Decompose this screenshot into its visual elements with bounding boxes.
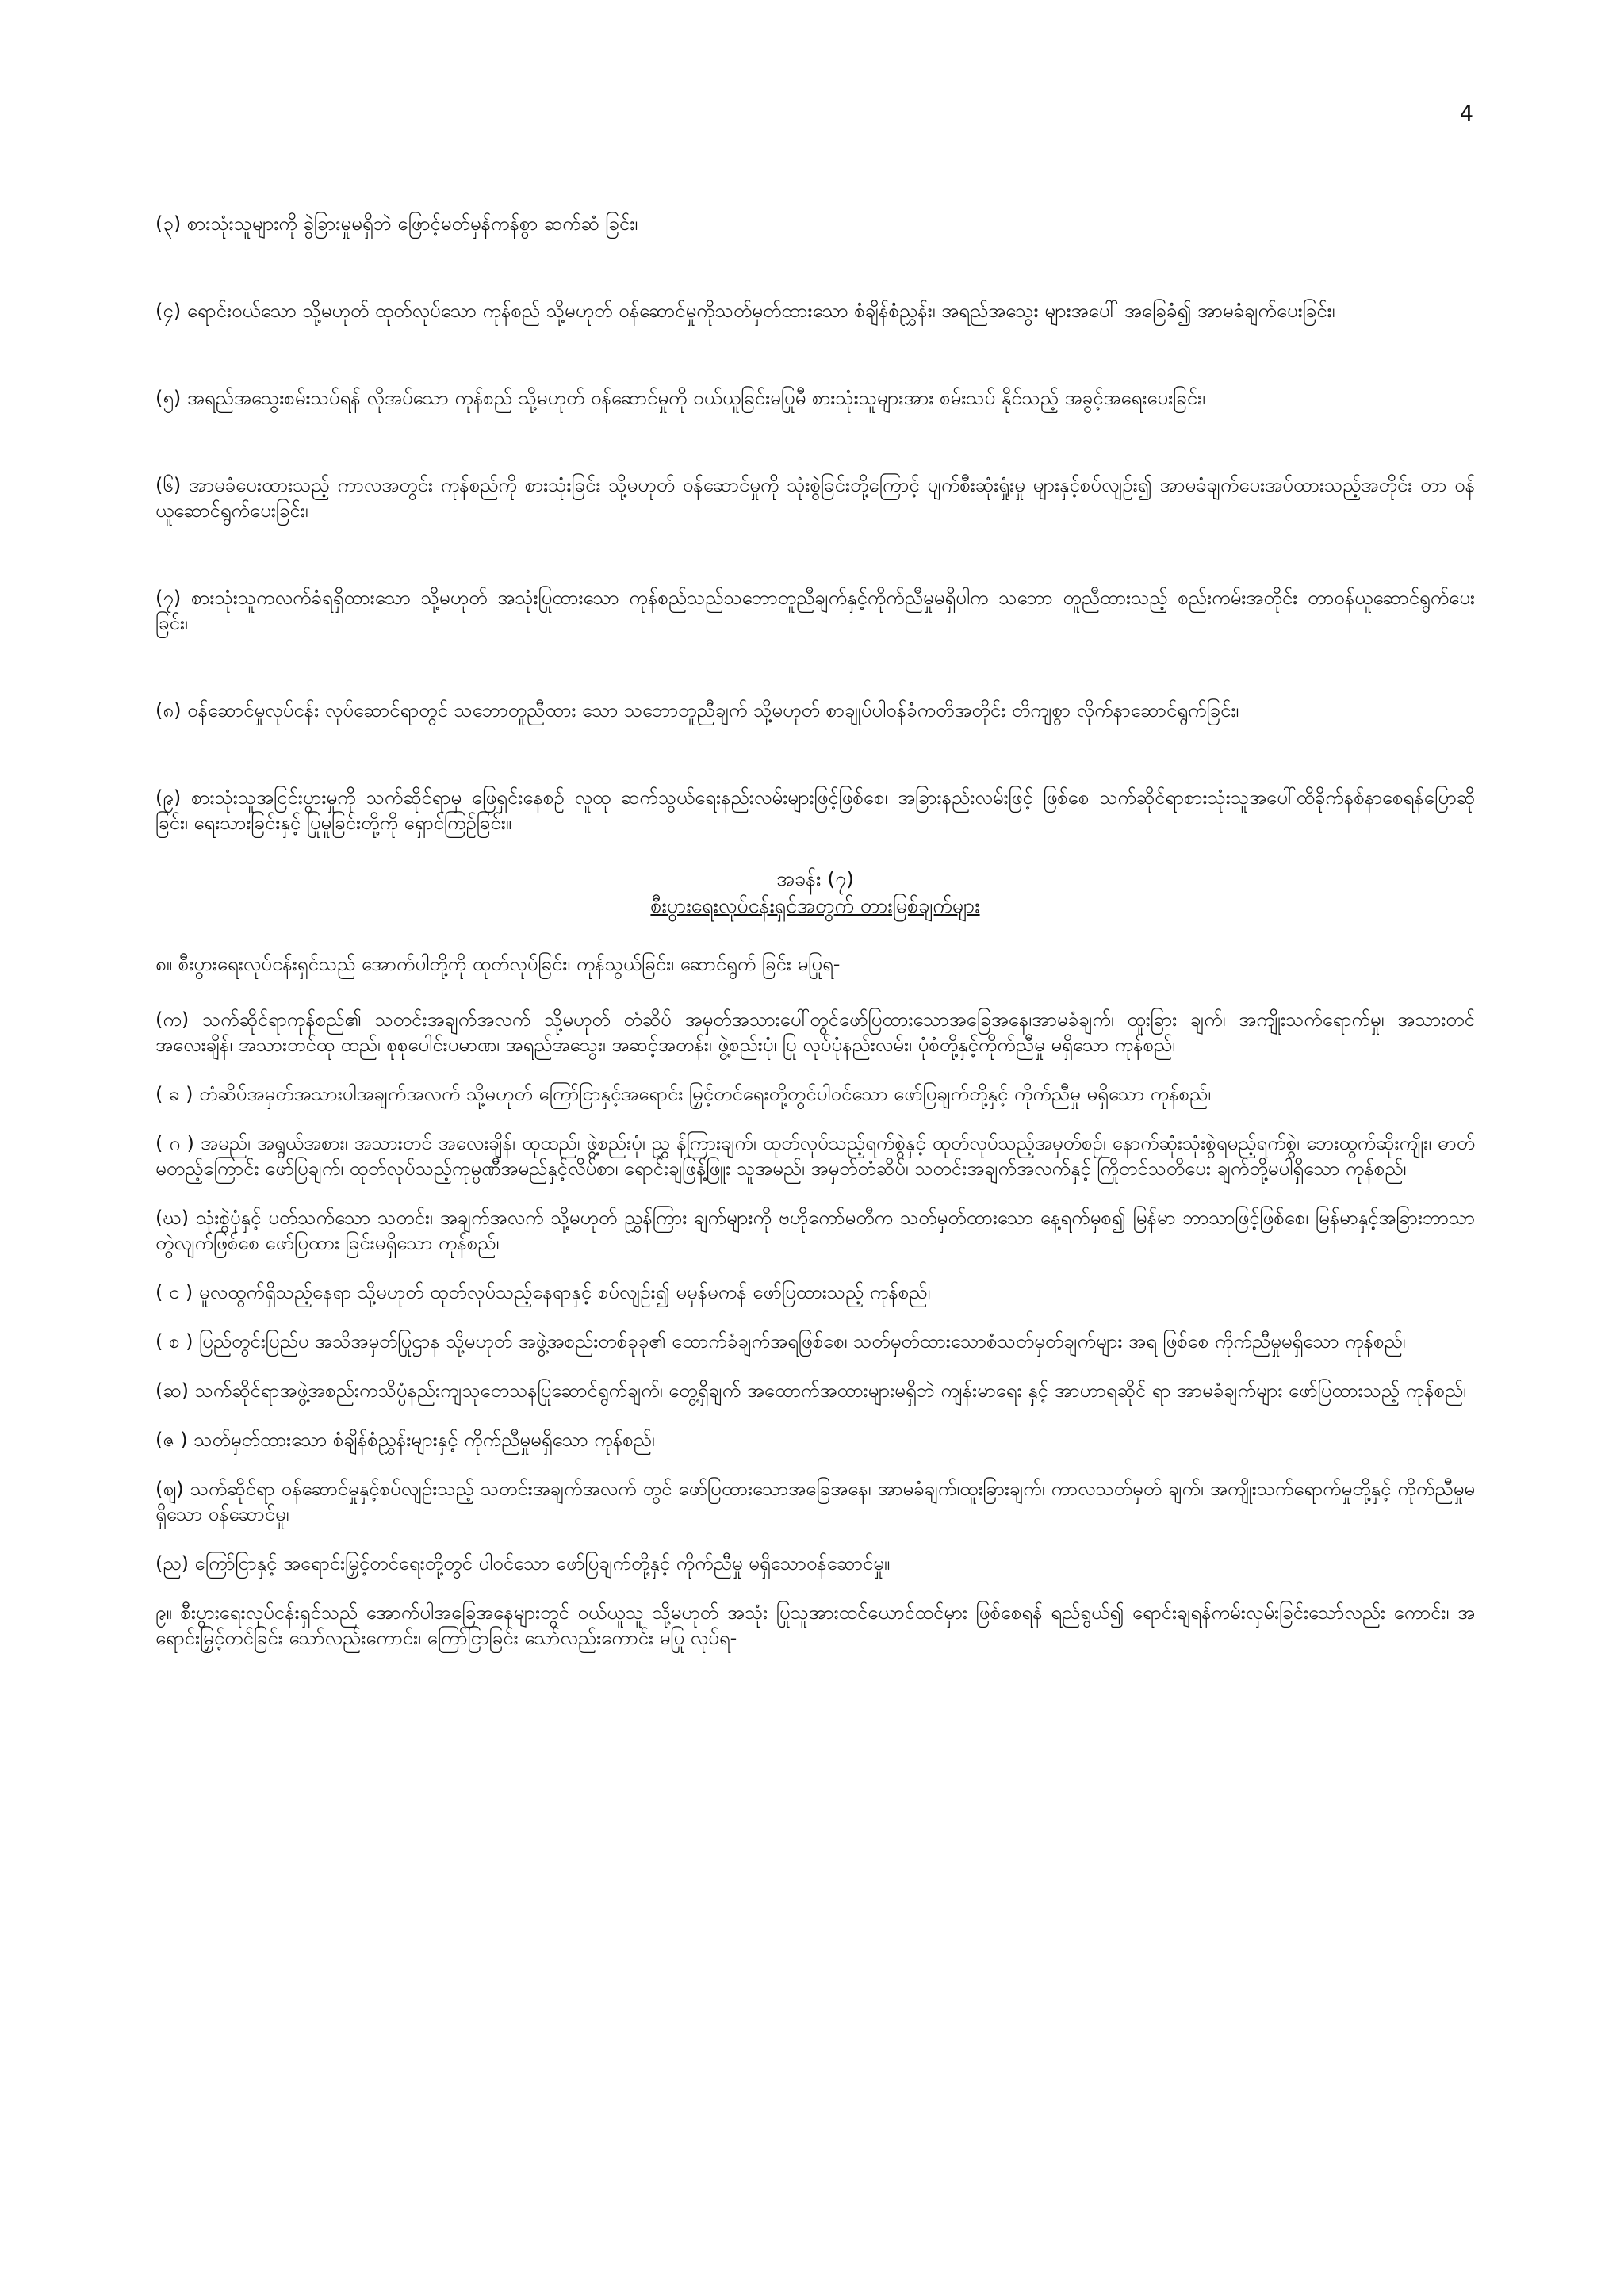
page-number: 4 [1459,101,1473,126]
sub-clause-sa: ( စ ) ပြည်တွင်းပြည်ပ အသိအမှတ်ပြုဌာန သို့မဟုတ် အဖွဲ့အစည်းတစ်ခုခု၏ ထောက်ခံချက်အရဖြစ်စေ၊ သတ်မှတ်ထားသောစံသတ်မှတ်ချက်များ အရ ဖြစ်စေ ကိုက်ညီမှုမရှိသော ကုန်စည်၊ [155,1330,1406,1353]
sub-clause-nya: (ည) ကြော်ငြာနှင့် အရောင်းမြှင့်တင်ရေးတို့တွင် ပါဝင်သော ဖော်ပြချက်တို့နှင့် ကိုက်ညီမှု မရှိသောဝန်ဆောင်မှု။ [155,1552,891,1575]
chapter-title: စီးပွားရေးလုပ်ငန်းရှင်အတွက် တားမြစ်ချက်များ [650,894,980,917]
clause-4: (၄) ရောင်းဝယ်သော သို့မဟုတ် ထုတ်လုပ်သော ကုန်စည် သို့မဟုတ် ဝန်ဆောင်မှုကိုသတ်မှတ်ထားသော စံချိန်စံညွှန်း၊ အရည်အသွေး များအပေါ် အခြေခံ၍ အာမခံချက်ပေးခြင်း၊ [155,300,1335,322]
sub-clause-nga: ( င ) မူလထွက်ရှိသည့်နေရာ သို့မဟုတ် ထုတ်လုပ်သည့်နေရာနှင့် စပ်လျဉ်း၍ မမှန်မကန် ဖော်ပြထားသည့် ကုန်စည်၊ [155,1281,931,1303]
clause-5: (၅) အရည်အသွေးစမ်းသပ်ရန် လိုအပ်သော ကုန်စည် သို့မဟုတ် ဝန်ဆောင်မှုကို ဝယ်ယူခြင်းမပြုမီ စားသုံးသူများအား စမ်းသပ် နိုင်သည့် အခွင့်အရေးပေးခြင်း၊ [155,387,1205,409]
sub-clause-hsa: (ဆ) သက်ဆိုင်ရာအဖွဲ့အစည်းကသိပ္ပံနည်းကျသုတေသနပြုဆောင်ရွက်ချက်၊ တွေ့ရှိချက် အထောက်အထားများမရှိဘဲ ကျန်းမာရေး နှင့် အာဟာရဆိုင် ရာ အာမခံချက်များ ဖော်ပြထားသည့် ကုန်စည်၊ [155,1380,1466,1402]
sub-clause-ga: ( ဂ ) အမည်၊ အရွယ်အစား၊ အသားတင် အလေးချိန်၊ ထုထည်၊ ဖွဲ့စည်းပုံ၊ ညွှ န်ကြားချက်၊ ထုတ်လုပ်သည့်ရက်စွဲနှင့် ထုတ်လုပ်သည့်အမှတ်စဉ်၊ နောက်ဆုံးသုံးစွဲရမည့်ရက်စွဲ၊ ဘေးထွက်ဆိုးကျိုး၊ ဓာတ်မတည့်ကြောင်း ဖော်ပြချက်၊ ထုတ်လုပ်သည့်ကုမ္ပဏီအမည်နှင့်လိပ်စာ၊ ရောင်းချဖြန့်ဖြူး သူအမည်၊ အမှတ်တံဆိပ်၊ သတင်းအချက်အလက်နှင့် ကြိုတင်သတိပေး ချက်တို့မပါရှိသော ကုန်စည်၊ [155,1132,1475,1180]
sub-clause-za: (ဇ ) သတ်မှတ်ထားသော စံချိန်စံညွှန်းများနှင့် ကိုက်ညီမှုမရှိသော ကုန်စည်၊ [155,1429,655,1451]
section-9-intro: ၉။ စီးပွားရေးလုပ်ငန်းရှင်သည် အောက်ပါအခြေအနေများတွင် ဝယ်ယူသူ သို့မဟုတ် အသုံး ပြုသူအားထင်ယောင်ထင်မှား ဖြစ်စေရန် ရည်ရွယ်၍ ရောင်းချရန်ကမ်းလှမ်းခြင်းသော်လည်း ကောင်း၊ အရောင်းမြှင့်တင်ခြင်း သော်လည်းကောင်း၊ ကြော်ငြာခြင်း သော်လည်းကောင်း မပြု လုပ်ရ- [155,1601,1475,1649]
sub-clause-ka: (က) သက်ဆိုင်ရာကုန်စည်၏ သတင်းအချက်အလက် သို့မဟုတ် တံဆိပ် အမှတ်အသားပေါ်တွင်ဖော်ပြထားသောအခြေအနေ၊အာမခံချက်၊ ထူးခြား ချက်၊ အကျိုးသက်ရောက်မှု၊ အသားတင်အလေးချိန်၊ အသားတင်ထု ထည်၊ စုစုပေါင်းပမာဏ၊ အရည်အသွေး၊ အဆင့်အတန်း၊ ဖွဲ့စည်းပုံ၊ ပြု လုပ်ပုံနည်းလမ်း၊ ပုံစံတို့နှင့်ကိုက်ညီမှု မရှိသော ကုန်စည်၊ [155,1008,1475,1056]
chapter-number: အခန်း (၇) [776,867,854,890]
clause-7: (၇) စားသုံးသူကလက်ခံရရှိထားသော သို့မဟုတ် အသုံးပြုထားသော ကုန်စည်သည်သဘောတူညီချက်နှင့်ကိုက်ညီမှုမရှိပါက သဘော တူညီထားသည့် စည်းကမ်းအတိုင်း တာဝန်ယူဆောင်ရွက်ပေး ခြင်း၊ [155,587,1475,634]
chapter-heading [155,866,1475,920]
clause-8: (၈) ဝန်ဆောင်မှုလုပ်ငန်း လုပ်ဆောင်ရာတွင် သဘောတူညီထား သော သဘောတူညီချက် သို့မဟုတ် စာချုပ်ပါဝန်ခံကတိအတိုင်း တိကျစွာ လိုက်နာဆောင်ရွက်ခြင်း၊ [155,699,1239,721]
section-8-intro: ၈။ စီးပွားရေးလုပ်ငန်းရှင်သည် အောက်ပါတို့ကို ထုတ်လုပ်ခြင်း၊ ကုန်သွယ်ခြင်း၊ ဆောင်ရွက် ခြင်း မပြုရ- [155,953,841,975]
clause-9: (၉) စားသုံးသူအငြင်းပွားမှုကို သက်ဆိုင်ရာမှ ဖြေရှင်းနေစဉ် လူထု ဆက်သွယ်ရေးနည်းလမ်းများဖြင့်ဖြစ်စေ၊ အခြားနည်းလမ်းဖြင့် ဖြစ်စေ သက်ဆိုင်ရာစားသုံးသူအပေါ်ထိခိုက်နစ်နာစေရန်ပြောဆို ခြင်း၊ ရေးသားခြင်းနှင့် ပြုမူခြင်းတို့ကို ရှောင်ကြဉ်ခြင်း။ [155,786,1475,834]
sub-clause-gha: (ဃ) သုံးစွဲပုံနှင့် ပတ်သက်သော သတင်း၊ အချက်အလက် သို့မဟုတ် ညွှန်ကြား ချက်များကို ဗဟိုကော်မတီက သတ်မှတ်ထားသော နေ့ရက်မှစ၍ မြန်မာ ဘာသာဖြင့်ဖြစ်စေ၊ မြန်မာနှင့်အခြားဘာသာတွဲလျက်ဖြစ်စေ ဖော်ပြထား ခြင်းမရှိသော ကုန်စည်၊ [155,1207,1475,1254]
document-body [155,211,1475,1651]
sub-clause-kha: ( ခ ) တံဆိပ်အမှတ်အသားပါအချက်အလက် သို့မဟုတ် ကြော်ငြာနှင့်အရောင်း မြှင့်တင်ရေးတို့တွင်ပါဝင်သော ဖော်ပြချက်တို့နှင့် ကိုက်ညီမှု မရှိသော ကုန်စည်၊ [155,1083,1212,1105]
sub-clause-zha: (ဈ) သက်ဆိုင်ရာ ဝန်ဆောင်မှုနှင့်စပ်လျဉ်းသည့် သတင်းအချက်အလက် တွင် ဖော်ပြထားသောအခြေအနေ၊ အာမခံချက်၊ထူးခြားချက်၊ ကာလသတ်မှတ် ချက်၊ အကျိုးသက်ရောက်မှုတို့နှင့် ကိုက်ညီမှုမရှိသော ဝန်ဆောင်မှု၊ [155,1478,1475,1525]
clause-6: (၆) အာမခံပေးထားသည့် ကာလအတွင်း ကုန်စည်ကို စားသုံးခြင်း သို့မဟုတ် ဝန်ဆောင်မှုကို သုံးစွဲခြင်းတို့ကြောင့် ပျက်စီးဆုံးရှုံးမှု များနှင့်စပ်လျဉ်း၍ အာမခံချက်ပေးအပ်ထားသည့်အတိုင်း တာ ဝန်ယူဆောင်ရွက်ပေးခြင်း၊ [155,474,1475,522]
clause-3: (၃) စားသုံးသူများကို ခွဲခြားမှုမရှိဘဲ ဖြောင့်မတ်မှန်ကန်စွာ ဆက်ဆံ ခြင်း၊ [155,212,638,235]
